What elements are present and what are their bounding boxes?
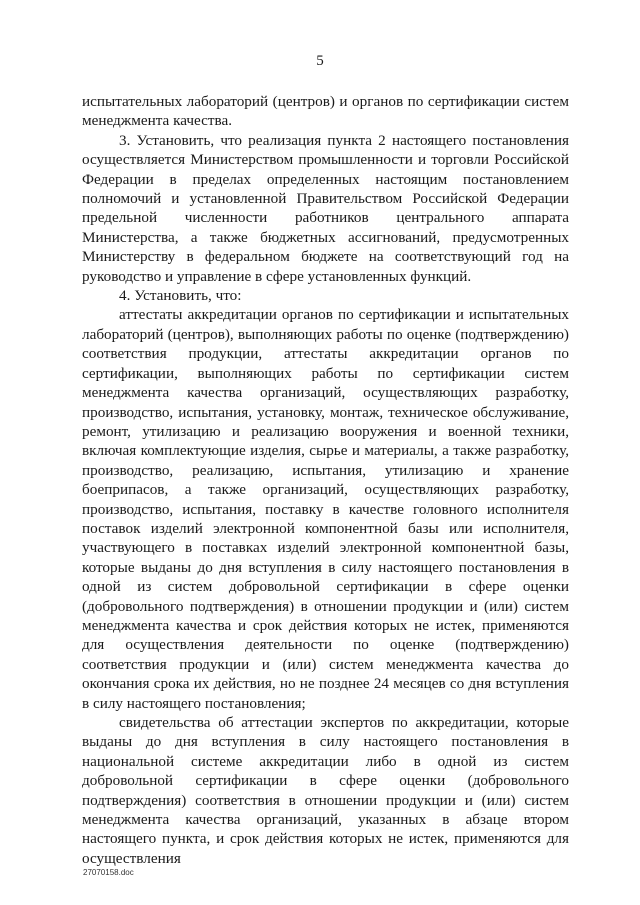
paragraph-item-3: 3. Установить, что реализация пункта 2 настоящего постановления осуществляется Министерством промышленности и торговли Российской Федерации в пределах определенных настоящим постановлением полномочий и установленной Правительством Российской Федерации предельной численности работников центрального аппарата Министерства, а также бюджетных ассигнований, предусмотренных Министерству в федеральном бюджете на соответствующий год на руководство и управление в сфере установленных функций. (82, 131, 569, 285)
paragraph-continuation: испытательных лабораторий (центров) и органов по сертификации систем менеджмента качества. (82, 93, 569, 130)
file-name-footer: 27070158.doc (83, 868, 134, 877)
page-number: 5 (316, 53, 324, 69)
paragraph-expert-certificates: свидетельства об аттестации экспертов по аккредитации, которые выданы до дня вступления в силу настоящего постановления в национальной системе аккредитации либо в одной из систем добровольной сертификации в сфере оценки (добровольного подтверждения) соответствия в отношении продукции и (или) систем менеджмента качества организаций, указанных в абзаце втором настоящего пункта, и срок действия которых не истек, применяются для осуществления (82, 714, 569, 867)
paragraph-accreditation-certificates: аттестаты аккредитации органов по сертификации и испытательных лабораторий (центров), выполняющих работы по оценке (подтверждению) соответствия продукции, аттестаты аккредитации органов по сертификации, выполняющих работы по сертификации систем менеджмента качества организаций, осуществляющих разработку, производство, испытания, установку, монтаж, техническое обслуживание, ремонт, утилизацию и реализацию вооружения и военной техники, включая комплектующие изделия, сырье и материалы, а также разработку, производство, реализацию, испытания, утилизацию и хранение боеприпасов, а также организаций, осуществляющих разработку, производство, испытания, поставку в качестве головного исполнителя поставок изделий электронной компонентной базы или исполнителя, участвующего в поставках изделий электронной компонентной базы, которые выданы до дня вступления в силу настоящего постановления в одной из систем добровольной сертификации в сфере оценки (добровольного подтверждения) в отношении продукции и (или) систем менеджмента качества и срок действия которых не истек, применяются для осуществления деятельности по оценке (подтверждению) соответствия продукции и (или) систем менеджмента качества до окончания срока их действия, но не позднее 24 месяцев со дня вступления в силу настоящего постановления; (82, 306, 569, 712)
document-body (82, 92, 569, 868)
paragraph-item-4: 4. Установить, что: (119, 287, 242, 305)
